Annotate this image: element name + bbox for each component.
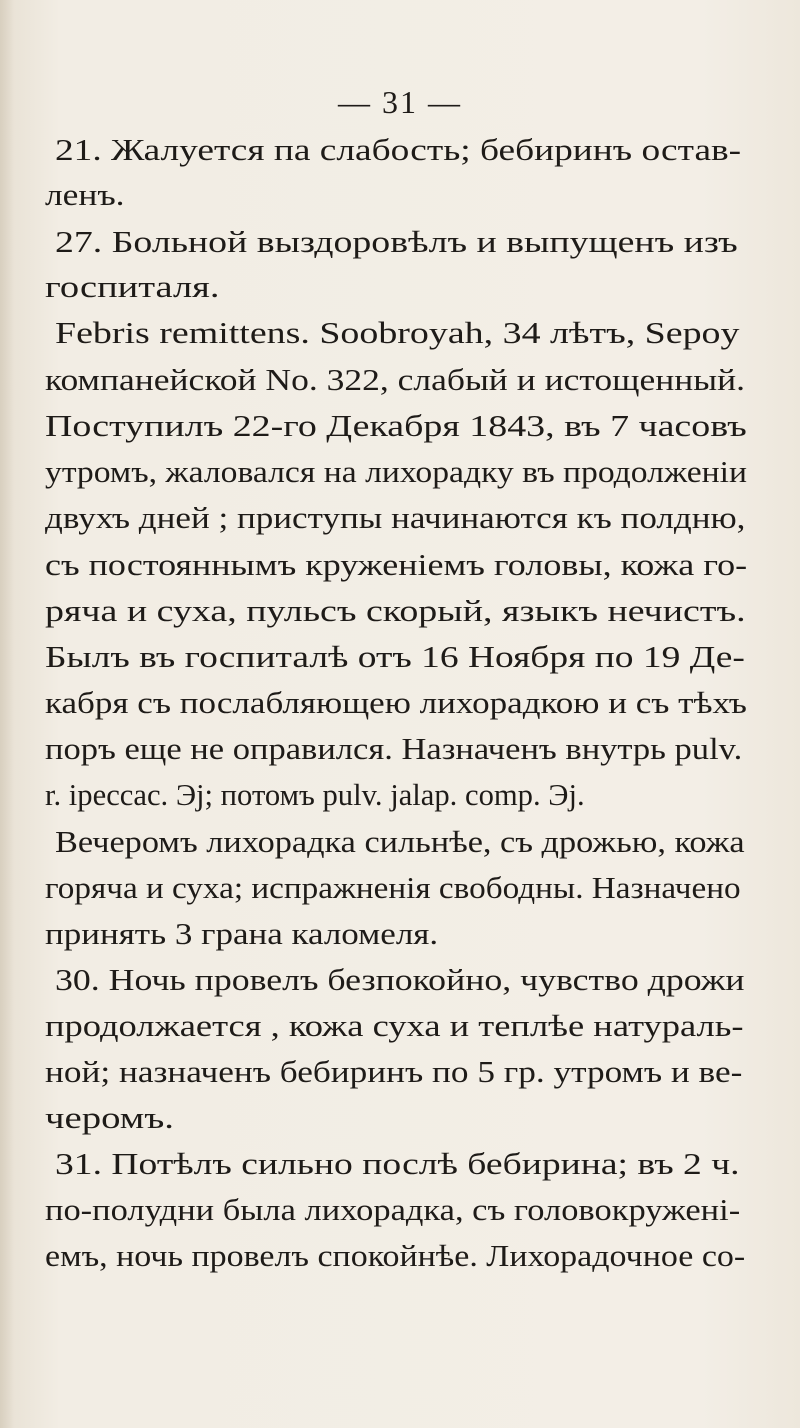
text-line: черомъ. xyxy=(45,1100,174,1135)
text-line: компанейской No. 322, слабый и истощенный. xyxy=(45,362,746,397)
text-line: госпиталя. xyxy=(45,269,220,304)
text-line: горяча и суха; испражненія свободны. Назначено xyxy=(45,870,741,905)
text-line: двухъ дней ; приступы начинаются къ полдню, xyxy=(45,500,746,535)
text-line: ряча и суха, пульсъ скорый, языкъ нечистъ. xyxy=(45,593,746,628)
text-line: по-полудни была лихорадка, съ головокруженi- xyxy=(45,1192,741,1227)
text-line: Былъ въ госпиталѣ отъ 16 Ноября по 19 Де- xyxy=(45,639,745,674)
text-line: 31. Потѣлъ сильно послѣ бебирина; въ 2 ч. xyxy=(55,1146,740,1181)
text-line: 30. Ночь провелъ безпокойно, чувство дрожи xyxy=(55,962,745,997)
text-line: съ постояннымъ круженіемъ головы, кожа го- xyxy=(45,547,748,582)
page-number: — 31 — xyxy=(338,84,462,120)
text-line: ленъ. xyxy=(45,177,125,212)
text-line: емъ, ночь провелъ спокойнѣе. Лихорадочное со- xyxy=(45,1238,746,1273)
text-line: r. ipeccac. Эj; потомъ pulv. jalap. comp. Эj. xyxy=(45,777,585,812)
text-line: Febris remittens. Soobroyah, 34 лѣтъ, Sepoy xyxy=(55,315,740,350)
text-line: поръ еще не оправился. Назначенъ внутрь pulv. xyxy=(45,731,743,766)
text-line: Вечеромъ лихорадка сильнѣе, съ дрожью, кожа xyxy=(55,824,745,859)
page-spine-shadow xyxy=(0,0,14,1428)
text-line: Поступилъ 22-го Декабря 1843, въ 7 часовъ xyxy=(45,408,747,443)
text-line: 27. Больной выздоровѣлъ и выпущенъ изъ xyxy=(55,224,738,259)
text-line: ной; назначенъ бебиринъ по 5 гр. утромъ и ве- xyxy=(45,1054,743,1089)
text-line: утромъ, жаловался на лихорадку въ продолженіи xyxy=(45,454,748,489)
text-line: продолжается , кожа суха и теплѣе натураль- xyxy=(45,1008,744,1043)
text-line: 21. Жалуется па слабость; бебиринъ остав- xyxy=(55,132,742,167)
text-line: кабря съ послабляющею лихорадкою и съ тѣхъ xyxy=(45,685,747,720)
text-line: принять 3 грана каломеля. xyxy=(45,916,439,951)
